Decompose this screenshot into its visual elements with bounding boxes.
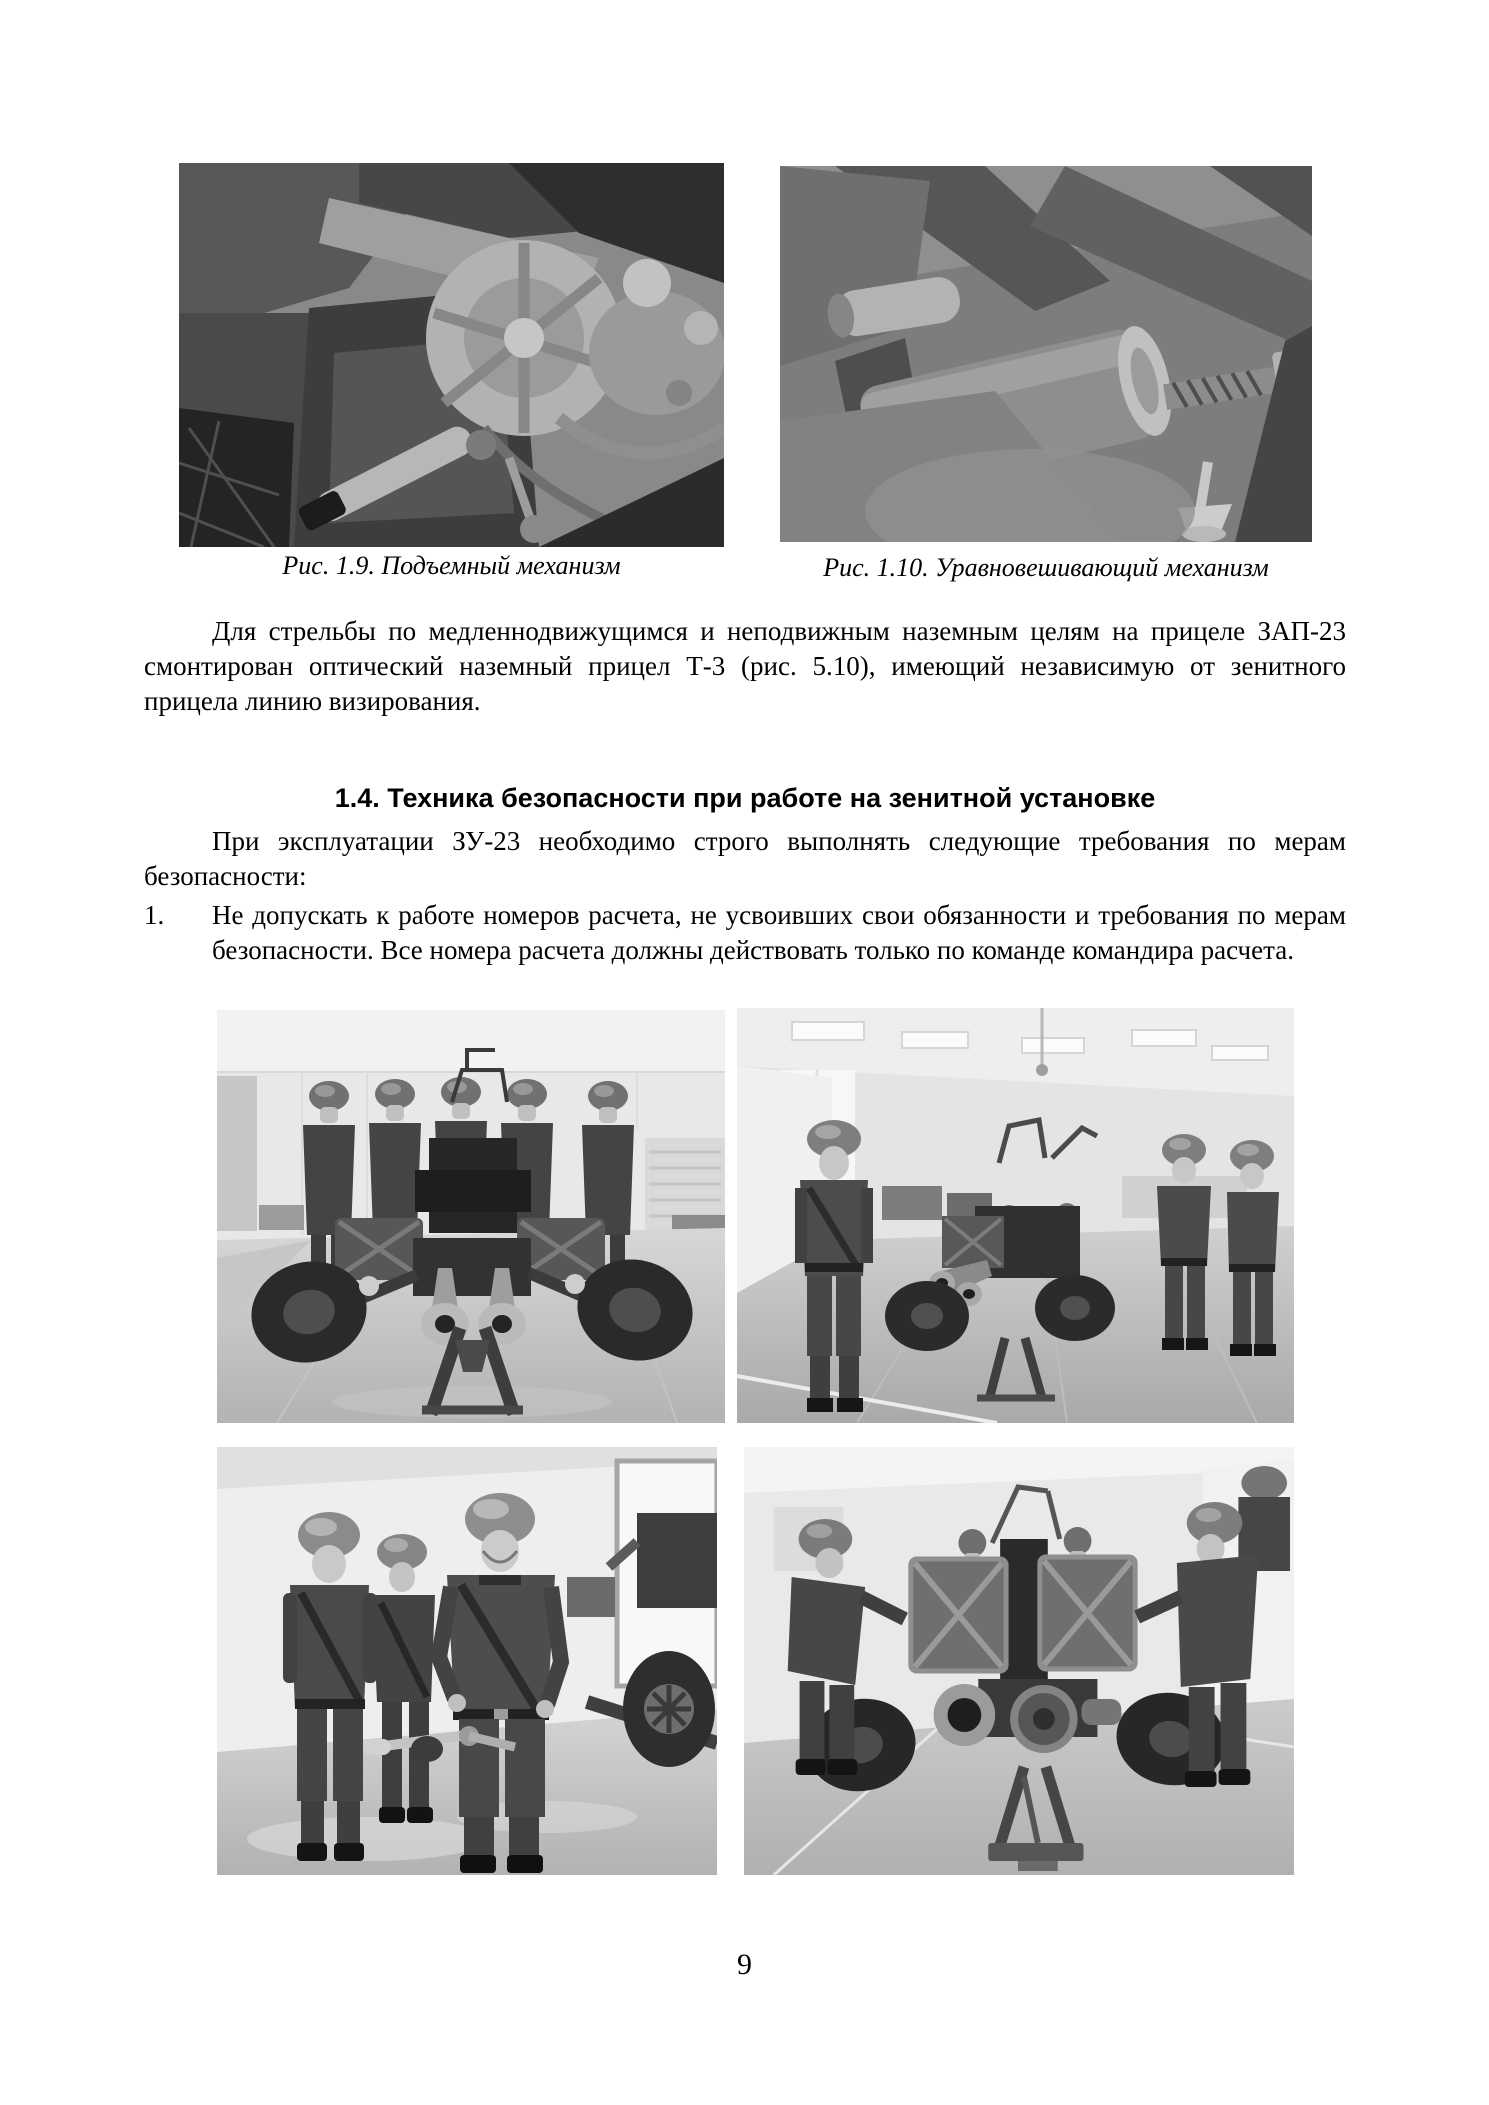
paragraph-optical-sight: Для стрельбы по медленнодвижущимся и неподвижным наземным целям на прицеле ЗАП-23 смонтирован оптический наземный прицел Т-3 (рис. 5.10), имеющий независимую от зенитного прицела линию визирования. <box>144 616 1346 716</box>
section-1-4-intro: При эксплуатации ЗУ-23 необходимо строго выполнять следующие требования по мерам безопасности: <box>144 826 1346 891</box>
figure-1-9-photo <box>179 163 724 547</box>
gun-rear-view-illustration <box>744 1447 1294 1875</box>
list-item-text: Не допускать к работе номеров расчета, не усвоивших свои обязанности и требования по мерам безопасности. Все номера расчета должны действовать только по команде командира расчета. <box>212 900 1346 965</box>
list-item-number: 1. <box>144 900 165 930</box>
figure-1-9-caption: Рис. 1.9. Подъемный механизм <box>282 551 621 580</box>
section-heading-1-4: 1.4. Техника безопасности при работе на зенитной установке <box>334 783 1156 813</box>
crew-angled-view-photo <box>737 1008 1294 1423</box>
page-number: 9 <box>737 1948 752 1981</box>
figure-1-10-caption: Рис. 1.10. Уравновешивающий механизм <box>823 553 1269 582</box>
lifting-mechanism-illustration <box>179 163 724 547</box>
balancing-mechanism-illustration <box>780 166 1312 542</box>
crew-angled-view-illustration <box>737 1008 1294 1423</box>
figure-1-10-photo <box>780 166 1312 542</box>
crew-front-view-photo <box>217 1010 725 1423</box>
crew-carrying-crank-photo <box>217 1447 717 1875</box>
gun-rear-view-photo <box>744 1447 1294 1875</box>
crew-carrying-crank-illustration <box>217 1447 717 1875</box>
crew-front-view-illustration <box>217 1010 725 1423</box>
